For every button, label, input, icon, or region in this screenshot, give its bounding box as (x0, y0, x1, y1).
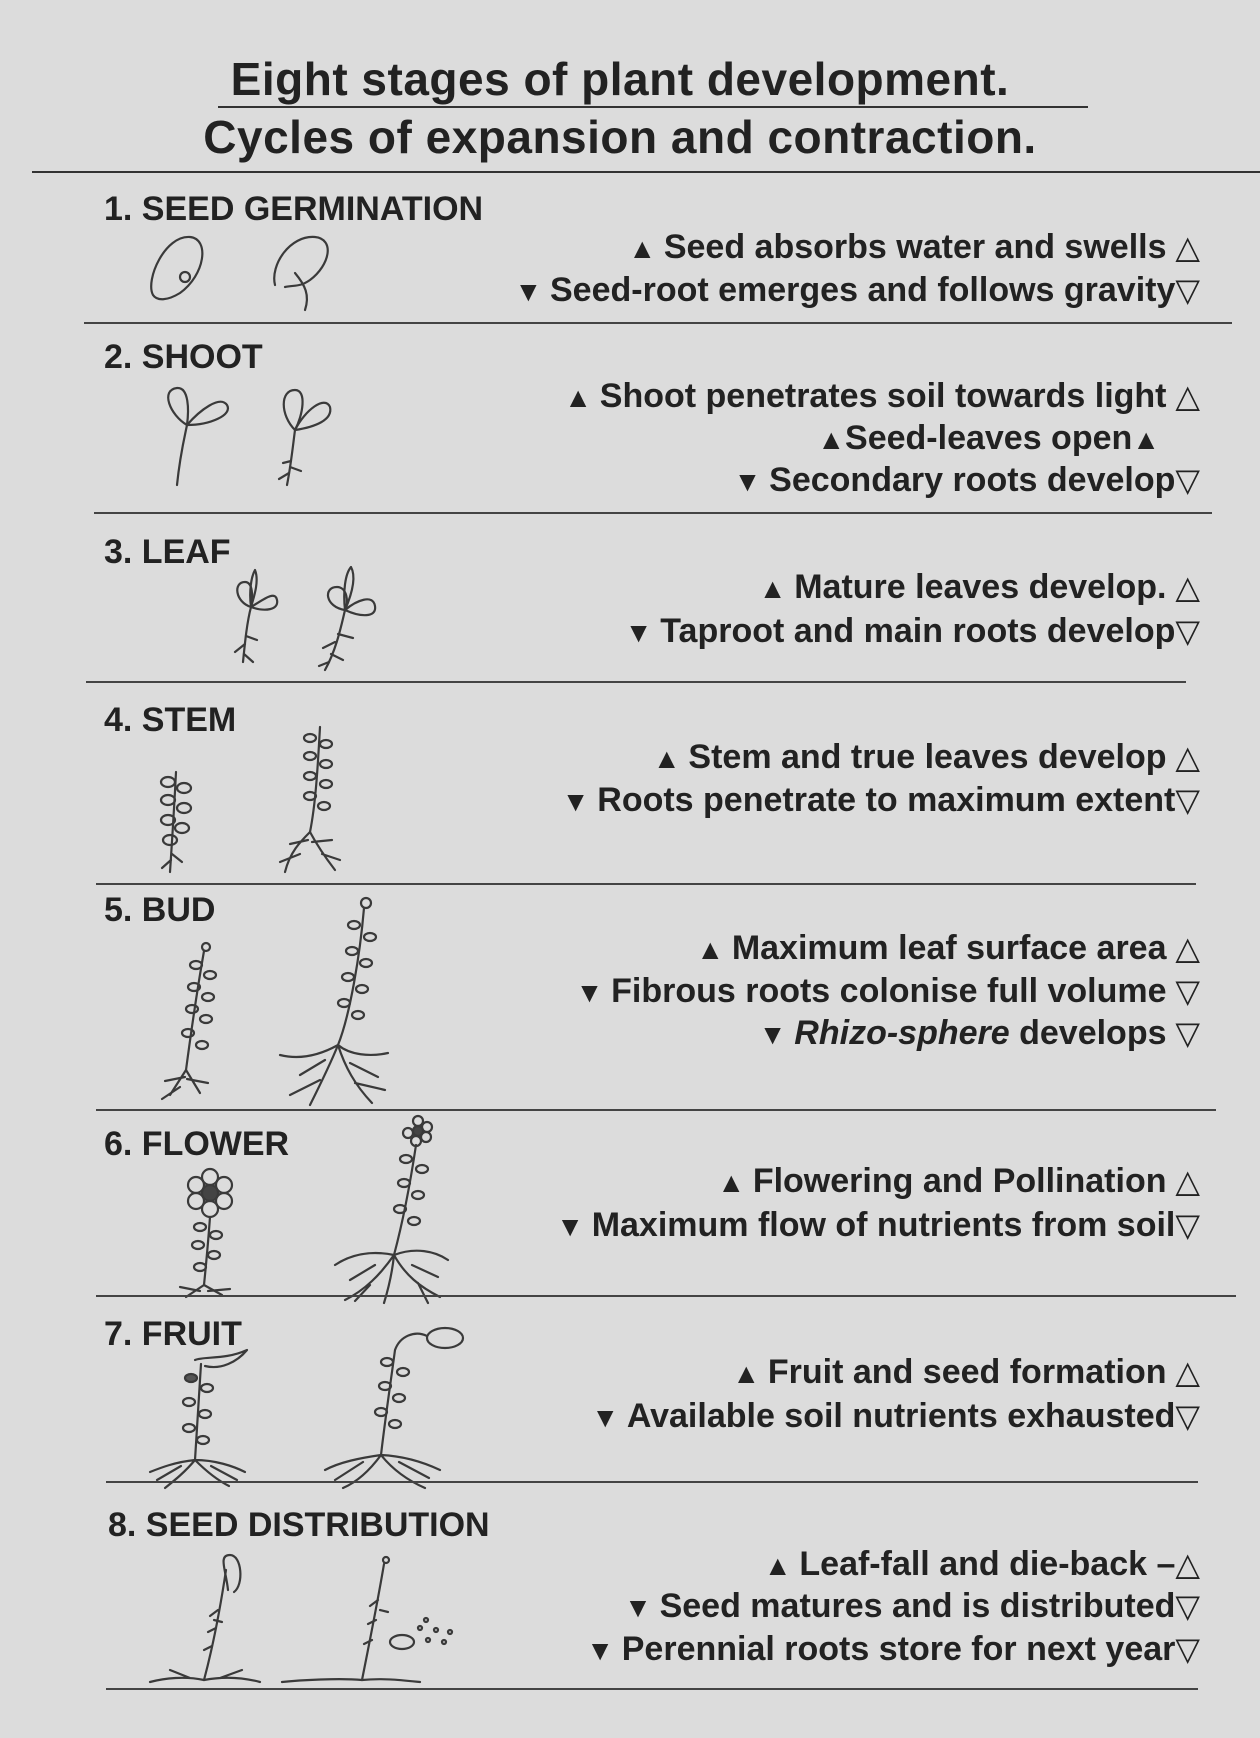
stage-1-line-2: ▼ Seed-root emerges and follows gravity▽ (514, 271, 1200, 309)
stage-6-divider (96, 1295, 1236, 1297)
stage-5-heading: 5. BUD (104, 891, 216, 929)
stage-7-divider (106, 1481, 1198, 1483)
stage-1-heading: 1. SEED GERMINATION (104, 190, 484, 228)
stage-7-line-2: ▼ Available soil nutrients exhausted▽ (591, 1397, 1200, 1435)
stage-2-line-3: ▼ Secondary roots develop▽ (733, 461, 1200, 499)
stage-5-line-2: ▼ Fibrous roots colonise full volume ▽ (575, 972, 1200, 1010)
stage-7-line-1: ▲ Fruit and seed formation △ (732, 1353, 1200, 1391)
title-line-2: Cycles of expansion and contraction. (203, 111, 1037, 163)
stage-4-stem-sketch (150, 722, 370, 874)
stage-3-heading: 3. LEAF (104, 533, 231, 571)
stage-1-seed-sketch (145, 225, 355, 315)
stage-1-divider (84, 322, 1232, 324)
stage-5-divider (96, 1109, 1216, 1111)
stage-2-heading: 2. SHOOT (104, 338, 263, 376)
stage-5-bud-sketch (140, 895, 400, 1115)
title-divider (32, 171, 1260, 173)
stage-3-divider (86, 681, 1186, 683)
stage-4-line-1: ▲ Stem and true leaves develop △ (652, 738, 1200, 776)
stage-8-line-2: ▼ Seed matures and is distributed▽ (624, 1587, 1200, 1625)
stage-8-heading: 8. SEED DISTRIBUTION (108, 1506, 490, 1544)
stage-4-heading: 4. STEM (104, 701, 237, 739)
stage-4-divider (96, 883, 1196, 885)
stage-1-line-1: ▲ Seed absorbs water and swells △ (628, 228, 1200, 266)
stage-5-line-1: ▲ Maximum leaf surface area △ (696, 929, 1200, 967)
stage-2-line-1: ▲ Shoot penetrates soil towards light △ (564, 377, 1200, 415)
stage-6-line-2: ▼ Maximum flow of nutrients from soil▽ (556, 1206, 1200, 1244)
stage-6-heading: 6. FLOWER (104, 1125, 290, 1163)
stage-8-line-3: ▼ Perennial roots store for next year▽ (586, 1630, 1200, 1668)
stage-2-line-2: ▲Seed-leaves open▲ (817, 419, 1160, 457)
stage-3-line-2: ▼ Taproot and main roots develop▽ (624, 612, 1200, 650)
stage-8-line-1: ▲ Leaf-fall and die-back –△ (763, 1545, 1200, 1583)
title-line-1: Eight stages of plant development. (230, 53, 1010, 105)
stage-5-line-3: ▼ Rhizo-sphere develops ▽ (758, 1014, 1200, 1052)
stage-3-leaf-sketch (225, 562, 395, 682)
stage-7-heading: 7. FRUIT (104, 1315, 242, 1353)
stage-8-divider (106, 1688, 1198, 1690)
stage-2-divider (94, 512, 1212, 514)
stage-6-flower-sketch (160, 1115, 450, 1305)
stage-2-shoot-sketch (155, 385, 365, 495)
title-underline (218, 106, 1088, 108)
stage-6-line-1: ▲ Flowering and Pollination △ (717, 1162, 1200, 1200)
stage-3-line-1: ▲ Mature leaves develop. △ (758, 568, 1200, 606)
stage-8-distribution-sketch (130, 1550, 470, 1685)
stage-4-line-2: ▼ Roots penetrate to maximum extent▽ (561, 781, 1200, 819)
stage-7-fruit-sketch (145, 1320, 465, 1490)
